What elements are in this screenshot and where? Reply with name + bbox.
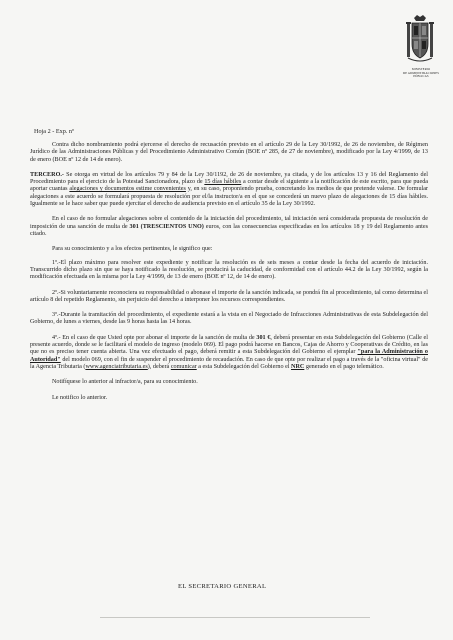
coat-of-arms-icon — [405, 14, 435, 66]
paragraph-intro-list: Para su conocimiento y a los efectos pertinentes, le significo que: — [52, 246, 213, 253]
fine-amount: 301 (TRESCIENTOS UNO) — [129, 223, 204, 230]
agency-link[interactable]: www.agenciatributaria.es — [85, 363, 148, 370]
ministry-caption-line: PÚBLICAS — [413, 74, 429, 79]
paragraph-le-notifico: Le notifico lo anterior. — [52, 394, 108, 401]
paragraph-item-4 — [30, 335, 428, 371]
text-run: y, en su caso, proponiendo prueba, concretando los medios de que pretende valerse. De formular alegaciones a este acuerdo se formulará propuesta de resolución por el/la instructor/a en el que se concederá un nuevo plazo de alegaciones de 15 días hábiles. Igualmente se le hace saber que puede ejercitar el derecho de audiencia previsto en el artículo 35 de la Ley 30/1992. — [30, 186, 429, 207]
sheet-number: Hoja 2 - Exp. nº — [34, 128, 74, 135]
paragraph-no-alegaciones — [30, 216, 428, 238]
divider — [100, 617, 370, 618]
text-run: del modelo 069, con el fin de suspender el procedimiento de recaudación. En caso de que opte por realizar el pago a través de la "oficina virtual" de la Agencia Tributaria ( — [30, 356, 428, 370]
paragraph-notifiquese: Notifíquese lo anterior al infractor/a, para su conocimiento. — [52, 379, 198, 386]
underlined-term: NRC — [291, 363, 305, 370]
fine-amount-euro: 301 € — [256, 334, 271, 341]
text-run: Se otorga en virtud de los artículos 79 y 84 de la Ley 30/1192, de 26 de noviembre, ya citada, y de los artículos 13 y 16 del Reglamento del Procedimiento para el ejercicio de la Potestad Sancionadora, plazo de — [30, 171, 428, 186]
underlined-term: comunicar — [170, 363, 197, 370]
ministry-caption-line: DE ADMINISTRACIONES — [402, 70, 440, 75]
text-run: euros, con las consecuencias especificadas en los artículos 18 y 19 del Reglamento antes citado. — [30, 223, 428, 237]
paragraph-item-2: 2º.-Si voluntariamente reconociera su responsabilidad o abonase el importe de la sanción indicada, se pondrá fin al procedimiento, tal como determina el artículo 8 del repetido Reglamento, sin perjuicio del derecho a interponer los recursos correspondientes. — [30, 289, 428, 303]
text-run: 4º.- En el caso de que Usted opte por abonar el importe de la sanción de multa de — [52, 334, 257, 341]
ministry-caption-line: MINISTERIO — [411, 67, 431, 71]
paragraph-item-1: 1º.-El plazo máximo para resolver este expediente y notificar la resolución es de seis meses a contar desde la fecha del acuerdo de iniciación. Transcurrido dicho plazo sin que se haya notificado la resolución, se producirá la caducidad, de conformidad con el artículo 44.2 de la Ley 30/1992, según la modificación efectuada en la misma por la Ley 4/1999, de 13 de enero (BOE nº 12, de 14 de enero). — [30, 259, 428, 281]
text-run: , deberá presentar en esta Subdelegación del Gobierno (Calle el presente acuerdo, donde se le facilitará el modelo de ingreso (modelo 069). El pago podrá hacerse en Bancos, Cajas de Ahorro y Cooperativas de Crédito, en las que no es preciso tener cuenta abierta. Una vez efectuado el pago, deberá remitir a esta Subdelegación del Gobierno el ejemplar — [30, 334, 428, 356]
paragraph-recusacion: Contra dicho nombramiento podrá ejercerse el derecho de recusación previsto en el artículo 29 de la Ley 30/1992, de 26 de noviembre, de Régimen Jurídico de las Administraciones Públicas y del Procedimiento Administrativo Común (BOE nº 285, de 27 de noviembre), modificado por la Ley 4/1999, de 13 de enero (BOE nº 12 de 14 de enero). — [30, 142, 428, 163]
text-run: generado en el pago telemático. — [304, 363, 384, 370]
ministry-caption — [400, 68, 442, 79]
underlined-term: alegaciones y documentos estime convenientes — [69, 186, 186, 193]
paragraph-tercero — [30, 172, 428, 208]
underlined-term: "para la Administración o Autoridad" — [30, 349, 428, 363]
text-run: En el caso de no formular alegaciones sobre el contenido de la iniciación del procedimiento, tal iniciación será considerada propuesta de resolución de imposición de una sanción de multa de — [30, 216, 428, 230]
document-body — [30, 142, 428, 410]
text-run: a esta Subdelegación del Gobierno el — [196, 363, 292, 370]
signature-title: EL SECRETARIO GENERAL — [178, 583, 267, 590]
underlined-term: 15 días hábiles — [204, 179, 242, 186]
text-run: ), deberá — [147, 363, 171, 370]
text-run: a contar desde el siguiente a la notificación de este escrito, para que pueda aportar cuantas — [30, 179, 429, 193]
paragraph-item-3: 3º.-Durante la tramitación del procedimiento, el expediente estará a la vista en el Negociado de Infracciones Administrativas de esta Subdelegación del Gobierno, de lunes a viernes, desde las 9 horas hasta las 14 horas. — [30, 312, 428, 326]
tercero-heading: TERCERO.- — [30, 171, 64, 178]
